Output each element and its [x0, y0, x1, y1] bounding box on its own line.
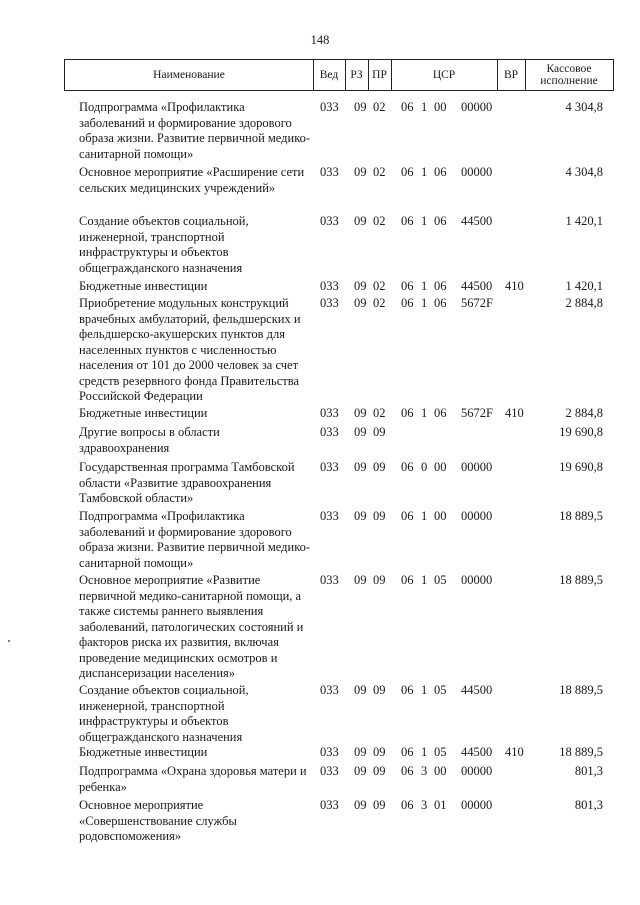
row-name: Подпрограмма «Профилактика заболеваний и формирование здорового образа жизни. Развитие первичной медико-санитарной помощи»	[79, 509, 311, 570]
row-amount: 1 420,1	[565, 214, 603, 228]
row-pr: 09	[373, 573, 386, 587]
row-csr-event: 00	[434, 460, 447, 474]
row-ved: 033	[320, 798, 339, 812]
row-ved: 033	[320, 165, 339, 179]
row-csr-subprogram: 1	[421, 509, 428, 523]
row-pr: 09	[373, 683, 386, 697]
row-ved: 033	[320, 573, 339, 587]
row-amount: 1 420,1	[565, 279, 603, 293]
header-amount-line2: исполнение	[540, 75, 598, 87]
row-csr-subprogram: 1	[421, 745, 428, 759]
row-name: Приобретение модульных конструкций врачебных амбулаторий, фельдшерских и фельдшерско-акушерских пунктов для населенных пунктов с численностью населения от 101 до 2000 человек за счет средств резервного фонда Правительства Российской Федерации	[79, 296, 301, 403]
row-ved: 033	[320, 214, 339, 228]
row-csr-program: 06	[401, 406, 414, 420]
row-ved: 033	[320, 745, 339, 759]
row-csr-subprogram: 1	[421, 406, 428, 420]
row-ved: 033	[320, 279, 339, 293]
page-number: 148	[310, 33, 330, 47]
row-csr-event: 06	[434, 279, 447, 293]
row-amount: 18 889,5	[559, 745, 603, 759]
row-name: Основное мероприятие «Совершенствование службы родовспоможения»	[79, 798, 237, 843]
row-rz: 09	[354, 573, 367, 587]
row-csr-program: 06	[401, 100, 414, 114]
row-rz: 09	[354, 165, 367, 179]
row-ved: 033	[320, 100, 339, 114]
row-rz: 09	[354, 683, 367, 697]
row-csr-subprogram: 0	[421, 460, 428, 474]
header-ved: Вед	[313, 60, 346, 90]
row-csr-event: 05	[434, 573, 447, 587]
row-csr-program: 06	[401, 279, 414, 293]
row-name: Создание объектов социальной, инженерной, транспортной инфраструктуры и объектов общегражданского назначения	[79, 214, 249, 275]
row-csr-subprogram: 1	[421, 683, 428, 697]
row-csr-subprogram: 1	[421, 296, 428, 310]
row-pr: 09	[373, 425, 386, 439]
scan-speck	[8, 640, 10, 642]
row-csr-event: 06	[434, 296, 447, 310]
row-csr-program: 06	[401, 165, 414, 179]
row-csr-subprogram: 1	[421, 279, 428, 293]
row-rz: 09	[354, 764, 367, 778]
row-csr-subprogram: 3	[421, 798, 428, 812]
row-amount: 19 690,8	[559, 425, 603, 439]
row-vr: 410	[505, 279, 524, 293]
row-amount: 18 889,5	[559, 683, 603, 697]
row-csr-event: 00	[434, 100, 447, 114]
row-name: Бюджетные инвестиции	[79, 279, 208, 293]
row-csr-event: 05	[434, 683, 447, 697]
row-csr-event: 06	[434, 214, 447, 228]
row-ved: 033	[320, 406, 339, 420]
row-rz: 09	[354, 460, 367, 474]
row-csr-program: 06	[401, 214, 414, 228]
row-csr-direction: 00000	[461, 509, 493, 523]
header-rz: РЗ	[345, 60, 369, 90]
row-csr-program: 06	[401, 460, 414, 474]
row-ved: 033	[320, 296, 339, 310]
row-pr: 09	[373, 460, 386, 474]
row-pr: 02	[373, 100, 386, 114]
row-csr-program: 06	[401, 798, 414, 812]
row-ved: 033	[320, 764, 339, 778]
row-amount: 19 690,8	[559, 460, 603, 474]
row-pr: 02	[373, 279, 386, 293]
row-rz: 09	[354, 509, 367, 523]
row-ved: 033	[320, 425, 339, 439]
row-csr-program: 06	[401, 509, 414, 523]
header-vr: ВР	[497, 60, 526, 90]
row-pr: 09	[373, 509, 386, 523]
row-csr-program: 06	[401, 764, 414, 778]
row-name: Подпрограмма «Охрана здоровья матери и ребенка»	[79, 764, 307, 794]
row-name: Основное мероприятие «Развитие первичной медико-санитарной помощи, а также системы раннего выявления заболеваний, патологических состояний и факторов риска их развития, включая проведение медицинских осмотров и диспансеризации населения»	[79, 573, 304, 680]
row-rz: 09	[354, 296, 367, 310]
header-amount-line1: Кассовое	[546, 63, 592, 75]
row-csr-event: 00	[434, 509, 447, 523]
row-csr-direction: 44500	[461, 745, 493, 759]
row-csr-direction: 00000	[461, 764, 493, 778]
row-csr-subprogram: 1	[421, 165, 428, 179]
row-rz: 09	[354, 745, 367, 759]
row-amount: 801,3	[574, 798, 603, 812]
row-ved: 033	[320, 460, 339, 474]
row-csr-subprogram: 3	[421, 764, 428, 778]
row-amount: 18 889,5	[559, 509, 603, 523]
row-csr-direction: 5672F	[461, 406, 493, 420]
header-pr: ПР	[368, 60, 392, 90]
row-pr: 02	[373, 296, 386, 310]
row-csr-event: 06	[434, 165, 447, 179]
row-csr-event: 06	[434, 406, 447, 420]
row-name: Бюджетные инвестиции	[79, 406, 208, 420]
row-csr-program: 06	[401, 296, 414, 310]
row-csr-direction: 00000	[461, 460, 493, 474]
row-amount: 4 304,8	[565, 165, 603, 179]
row-name: Основное мероприятие «Расширение сети сельских медицинских учреждений»	[79, 165, 305, 195]
row-name: Другие вопросы в области здравоохранения	[79, 425, 220, 455]
row-vr: 410	[505, 406, 524, 420]
row-csr-program: 06	[401, 683, 414, 697]
row-amount: 4 304,8	[565, 100, 603, 114]
row-name: Подпрограмма «Профилактика заболеваний и формирование здорового образа жизни. Развитие первичной медико-санитарной помощи»	[79, 100, 311, 161]
row-csr-direction: 44500	[461, 683, 493, 697]
row-csr-subprogram: 1	[421, 573, 428, 587]
row-csr-direction: 00000	[461, 573, 493, 587]
row-pr: 09	[373, 745, 386, 759]
row-csr-direction: 44500	[461, 279, 493, 293]
row-csr-direction: 44500	[461, 214, 493, 228]
row-rz: 09	[354, 425, 367, 439]
header-csr: ЦСР	[391, 60, 498, 90]
row-pr: 02	[373, 214, 386, 228]
row-name: Создание объектов социальной, инженерной, транспортной инфраструктуры и объектов общегражданского назначения	[79, 683, 249, 744]
row-amount: 2 884,8	[565, 296, 603, 310]
row-csr-event: 01	[434, 798, 447, 812]
row-amount: 18 889,5	[559, 573, 603, 587]
row-rz: 09	[354, 798, 367, 812]
row-csr-subprogram: 1	[421, 214, 428, 228]
row-name: Государственная программа Тамбовской области «Развитие здравоохранения Тамбовской области»	[79, 460, 295, 505]
row-csr-direction: 00000	[461, 100, 493, 114]
row-amount: 2 884,8	[565, 406, 603, 420]
row-pr: 09	[373, 764, 386, 778]
row-csr-direction: 00000	[461, 165, 493, 179]
row-csr-program: 06	[401, 745, 414, 759]
row-rz: 09	[354, 100, 367, 114]
row-ved: 033	[320, 509, 339, 523]
row-name: Бюджетные инвестиции	[79, 745, 208, 759]
row-pr: 02	[373, 406, 386, 420]
header-name: Наименование	[65, 60, 314, 90]
row-vr: 410	[505, 745, 524, 759]
row-csr-event: 00	[434, 764, 447, 778]
row-csr-direction: 00000	[461, 798, 493, 812]
row-amount: 801,3	[574, 764, 603, 778]
row-pr: 02	[373, 165, 386, 179]
row-pr: 09	[373, 798, 386, 812]
row-rz: 09	[354, 279, 367, 293]
row-rz: 09	[354, 406, 367, 420]
row-csr-program: 06	[401, 573, 414, 587]
row-ved: 033	[320, 683, 339, 697]
row-rz: 09	[354, 214, 367, 228]
row-csr-subprogram: 1	[421, 100, 428, 114]
row-csr-direction: 5672F	[461, 296, 493, 310]
row-csr-event: 05	[434, 745, 447, 759]
